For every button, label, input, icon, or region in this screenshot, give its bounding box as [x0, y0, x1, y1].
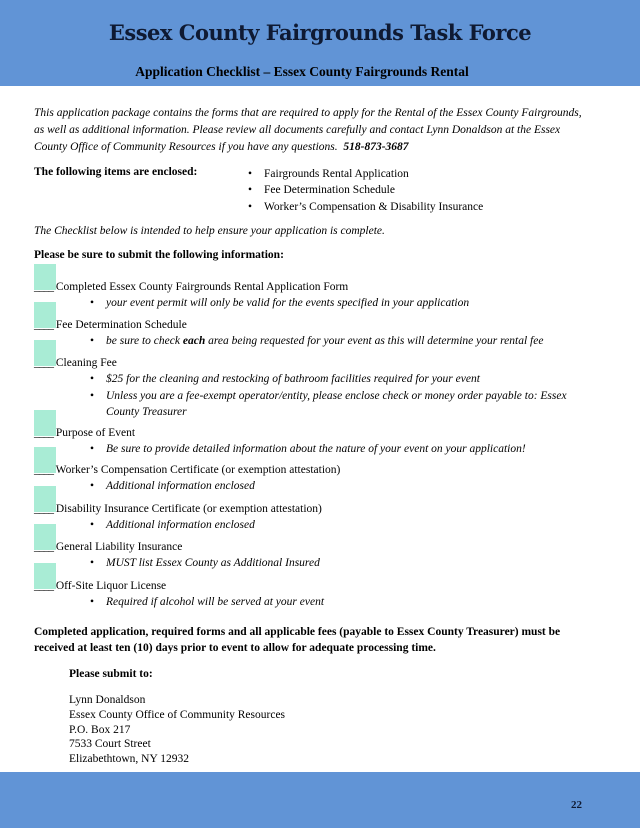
checklist-item-workers-comp [34, 462, 594, 495]
item-note: • your event permit will only be valid for the events specified in your application [34, 295, 594, 312]
item-title: Completed Essex County Fairgrounds Rental Application Form [55, 281, 349, 293]
checklist-item-purpose [34, 425, 594, 458]
list-item: • Worker’s Compensation & Disability Insurance [248, 199, 483, 215]
address-line: Elizabethtown, NY 12932 [69, 753, 189, 766]
mailing-address [69, 693, 285, 767]
item-note: • Be sure to provide detailed information about the nature of your event on your application! [34, 441, 594, 458]
address-line: P.O. Box 217 [69, 723, 131, 736]
item-title: Fee Determination Schedule [55, 319, 187, 331]
enclosed-label: The following items are enclosed: [34, 166, 198, 178]
checkbox-blank: ____ [34, 503, 53, 515]
list-item: • Fee Determination Schedule [248, 182, 483, 198]
checklist-item-application-form [34, 279, 594, 312]
item-note: • Unless you are a fee-exempt operator/entity, please enclose check or money order payable to: Essex County Treasurer [34, 388, 574, 421]
item-note: • Required if alcohol will be served at your event [34, 594, 594, 611]
item-note: • Additional information enclosed [34, 478, 594, 495]
checklist-item-fee-schedule [34, 317, 594, 350]
item-title: General Liability Insurance [55, 541, 183, 553]
page-title: Essex County Fairgrounds Task Force [108, 20, 532, 45]
checklist-item-cleaning-fee [34, 355, 594, 421]
item-title: Off-Site Liquor License [55, 580, 167, 592]
intro-phone: 518-873-3687 [343, 141, 409, 153]
address-line: 7533 Court Street [69, 738, 151, 751]
checkbox-blank: ____ [34, 281, 53, 293]
closing-statement: Completed application, required forms and all applicable fees (payable to Essex County Treasurer) must be received at least ten (10) days prior to event to allow for adequate processing time. [34, 626, 561, 654]
item-note: • Additional information enclosed [34, 517, 594, 534]
page-number: 22 [571, 799, 582, 811]
item-note: • MUST list Essex County as Additional Insured [34, 555, 594, 572]
checklist-note: The Checklist below is intended to help ensure your application is complete. [34, 225, 385, 237]
checkbox-blank: ____ [34, 580, 53, 592]
item-note: • be sure to check each area being requested for your event as this will determine your rental fee [34, 333, 594, 350]
submit-heading: Please be sure to submit the following information: [34, 249, 284, 261]
checkbox-blank: ____ [34, 357, 53, 369]
intro-text: This application package contains the forms that are required to apply for the Rental of the Essex County Fairgrounds, as well as additional information. Please review all documents carefully and contact Lynn Donaldson at the Essex County Office of Community Resources if you have any questions. [34, 107, 582, 153]
checklist-item-disability [34, 501, 594, 534]
header-band [0, 0, 640, 86]
list-item: • Fairgrounds Rental Application [248, 166, 483, 182]
checkbox-blank: ____ [34, 427, 53, 439]
footer-band [0, 772, 640, 828]
checkbox-blank: ____ [34, 464, 53, 476]
item-note: • $25 for the cleaning and restocking of bathroom facilities required for your event [34, 371, 574, 388]
checklist-item-liquor [34, 578, 594, 611]
item-title: Purpose of Event [55, 427, 136, 439]
page-subtitle: Application Checklist – Essex County Fairgrounds Rental [135, 64, 469, 79]
item-title: Cleaning Fee [55, 357, 117, 369]
submit-to-label: Please submit to: [69, 668, 153, 680]
checklist-item-liability [34, 539, 594, 572]
checkbox-blank: ____ [34, 319, 53, 331]
item-title: Disability Insurance Certificate (or exemption attestation) [55, 503, 322, 515]
item-title: Worker’s Compensation Certificate (or exemption attestation) [55, 464, 341, 476]
enclosed-list [248, 166, 483, 215]
address-line: Essex County Office of Community Resources [69, 708, 286, 721]
checkbox-blank: ____ [34, 541, 53, 553]
intro-paragraph [34, 105, 594, 156]
address-line: Lynn Donaldson [69, 694, 146, 706]
emphasis: each [182, 335, 206, 347]
